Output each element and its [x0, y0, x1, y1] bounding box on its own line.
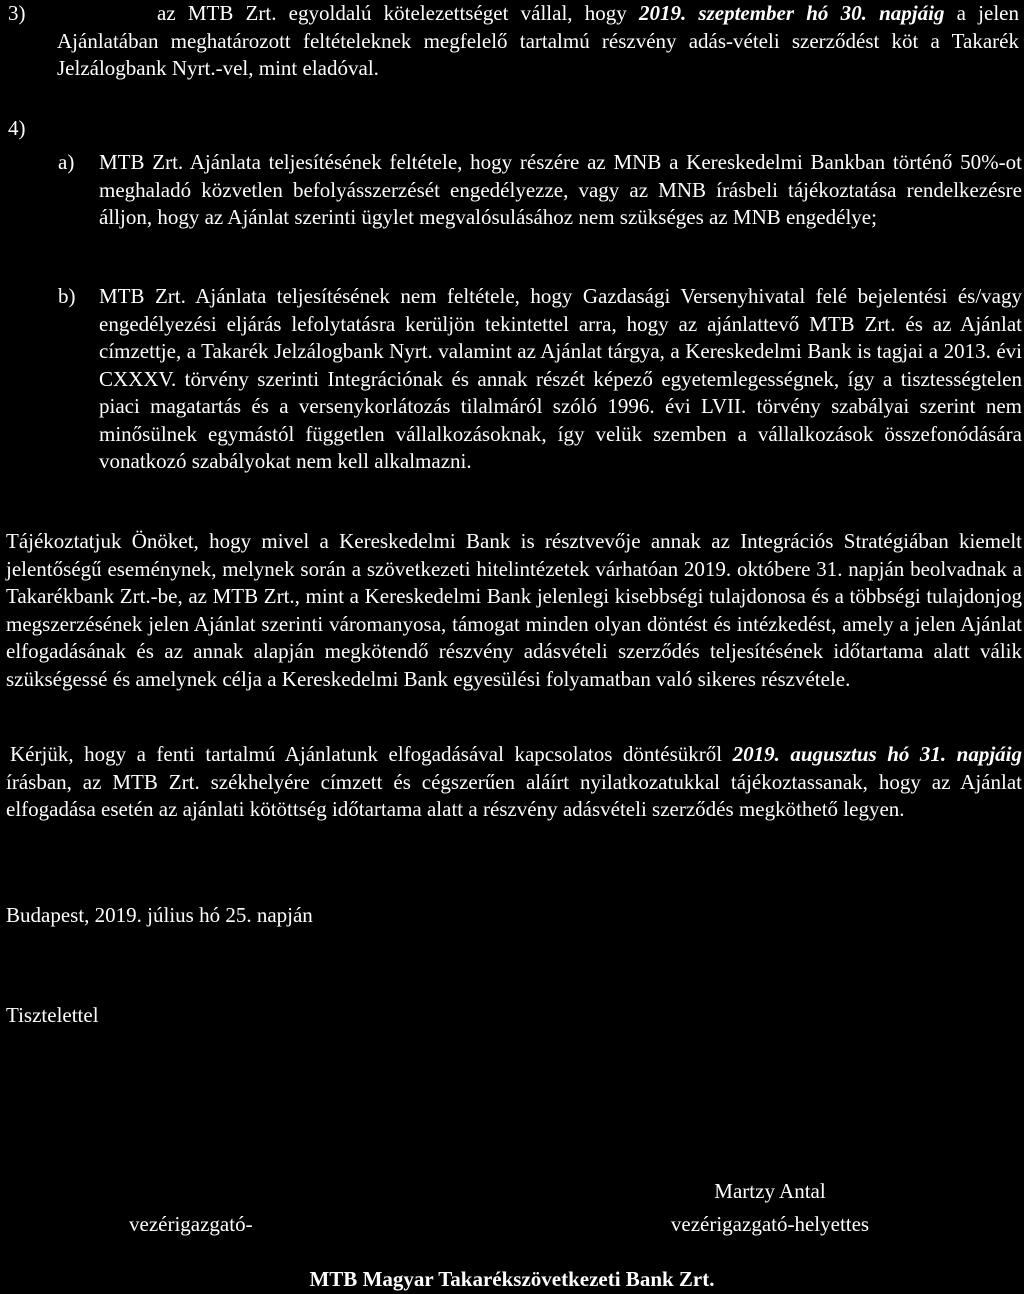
info-paragraph: Tájékoztatjuk Önöket, hogy mivel a Kereskedelmi Bank is résztvevője annak az Integrációs Stratégiában kiemelt jelentőségű eseménynek, melynek során a szövetkezeti hitelintézetek várhatóan 2019. októbere 31. napján beolvadnak a Takarékbank Zrt.-be, az MTB Zrt., mint a Kereskedelmi Bank jelenlegi kisebbségi tulajdonosa és a többségi tulajdonjog megszerzésének jelen Ajánlat szerinti váromanyosa, támogat minden olyan döntést és intézkedést, amely a jelen Ajánlat elfogadásának és az annak alapján megkötendő részvény adásvételi szerződés teljesítésének időtartama alatt válik szükségessé és amelynek célja a Kereskedelmi Bank egyesülési folyamatban való sikeres részvétele.: [6, 529, 1022, 691]
section-3-deadline-b: napjáig: [879, 1, 945, 25]
request-deadline: 2019. augusztus hó 31. napjáig: [732, 742, 1023, 766]
closing: Tisztelettel: [6, 1003, 99, 1027]
section-3-deadline-a: 2019. szeptember hó 30.: [638, 1, 867, 25]
signature-right-title: vezérigazgató-helyettes: [670, 1212, 870, 1236]
request-lead: Kérjük, hogy a fenti tartalmú Ajánlatunk elfogadásával kapcsolatos döntésükről: [10, 742, 723, 766]
request-rest: írásban, az MTB Zrt. székhelyére címzett és cégszerűen aláírt nyilatkozatukkal tájékoztassanak, hogy az Ajánlat elfogadása esetén az ajánlati kötöttség időtartama alatt a részvény adásvételi szerződés megköthető legyen.: [6, 769, 1022, 821]
request-paragraph: [6, 741, 1022, 824]
section-4-number: 4): [8, 116, 26, 140]
section-3-lead: az MTB Zrt. egyoldalú kötelezettséget vállal, hogy: [157, 1, 627, 25]
section-4-item-b-text: MTB Zrt. Ajánlata teljesítésének nem feltétele, hogy Gazdasági Versenyhivatal felé bejelentési és/vagy engedélyezési eljárás lefolytatásra kerüljön tekintettel arra, hogy az ajánlattevő MTB Zrt. és az Ajánlat címzettje, a Takarék Jelzálogbank Nyrt. valamint az Ajánlat tárgya, a Kereskedelmi Bank is tagjai a 2013. évi CXXXV. törvény szerinti Integrációnak és annak részét képező egyetemlegességnek, így a tisztességtelen piaci magatartás és a versenykorlátozás tilalmáról szóló 1996. évi LVII. törvény szabályai szerint nem minősülnek egymástól független vállalkozásoknak, így velük szemben a vállalkozások összefonódására vonatkozó szabályokat nem kell alkalmazni.: [99, 284, 1022, 473]
place-date: Budapest, 2019. július hó 25. napján: [6, 903, 313, 927]
section-4-item-a-text: MTB Zrt. Ajánlata teljesítésének feltétele, hogy részére az MNB a Kereskedelmi Bankban történő 50%-ot meghaladó közvetlen befolyásszerzését engedélyezze, vagy az MNB írásbeli tájékoztatása rendelkezésre álljon, hogy az Ajánlat szerinti ügylet megvalósulásához nem szükséges az MNB engedélye;: [99, 150, 1022, 229]
section-4-item-a-label: a): [58, 150, 75, 174]
signature-left-title: vezérigazgató-: [129, 1212, 253, 1236]
section-3-rest: a jelen Ajánlatában meghatározott feltételeknek megfelelő tartalmú részvény adás-vételi szerződést köt a Takarék Jelzálogbank Nyrt.-vel, mint eladóval.: [57, 1, 1019, 80]
section-3-text: [57, 0, 1019, 83]
section-4-item-b-label: b): [58, 284, 76, 308]
company-name: MTB Magyar Takarékszövetkezeti Bank Zrt.: [309, 1267, 715, 1291]
section-3-number: 3): [8, 1, 26, 25]
signature-right-name: Martzy Antal: [714, 1179, 826, 1203]
